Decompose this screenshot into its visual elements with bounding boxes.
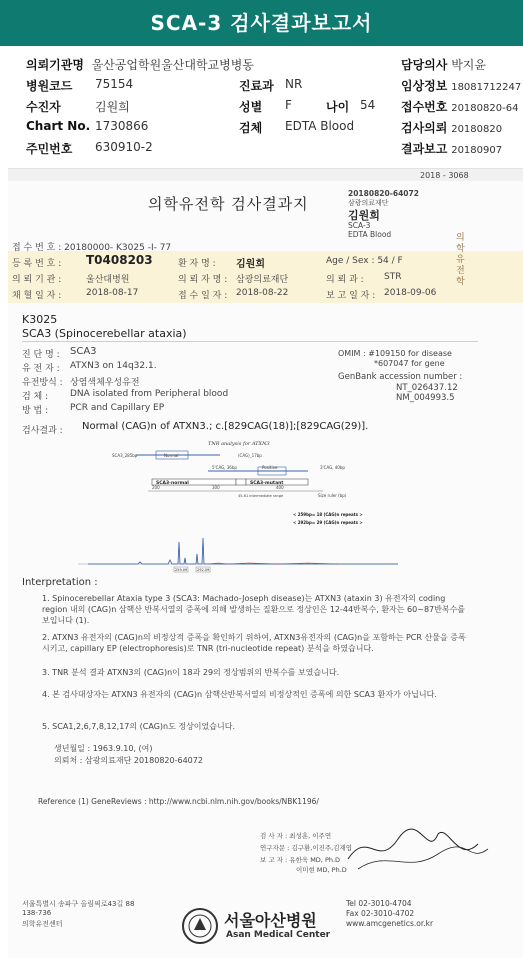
receipt-no: 접 수 번 호 : 20180000- K3025 -I- 77 [12,243,172,253]
dept-value: NR [285,77,303,91]
divider [22,341,478,342]
inherit-value: 상염색체우성유전 [70,378,140,388]
receive-value: 2018-08-22 [236,288,289,298]
test-code: K3025 [22,313,58,326]
inst-row [26,56,254,73]
chart-label: Chart No. [26,119,91,133]
dept-label: 진료과 [239,79,274,93]
interp-2: 2. ATXN3 유전자의 (CAG)n의 비정상적 증폭을 확인하기 위하여, ATXN3유전자의 (CAG)n을 포함하는 PCR 산물을 증폭시키고, capillary EP (electrophoresis)로 TNR (tri-nucleotide repeat) 분석을 하였습니다. [42,633,466,653]
label-cag: (CAG)_17bp [238,453,262,458]
spec-label: 검 체 : [22,392,49,402]
omim-gene: *607047 for gene [374,359,445,368]
diag-value: SCA3 [70,346,97,357]
label-sca3: SCA3_285bp [112,453,138,458]
patient-value: 김원희 [236,259,265,270]
repeat-29: < 292bp= 29 (CAG)n repeats > [293,520,363,525]
electropherogram [78,524,408,584]
report-value: 2018-09-06 [384,288,437,298]
patient-label: 환 자 명 : [178,259,216,269]
sig-advisor: 연구자문 : 김구환,이진주,김재엽 [260,844,353,852]
repeat-18: < 259bp= 18 (CAG)n repeats > [293,512,363,517]
sig-tester: 검 사 자 : 최성훈, 이주연 [260,832,332,840]
peak-2-label: 292.09 [197,568,210,572]
stamp-name: 김원희 [348,209,380,222]
method-label: 방 법 : [22,406,49,416]
receive-label: 접 수 일 자 : [178,291,228,301]
request-row: 검사의뢰 20180820 [401,121,503,135]
inst-value: 울산공업학원울산대학교병병동 [91,58,254,72]
sex-label: 성별 [239,100,263,114]
address-1: 서울특별시 송파구 올림픽로43길 88 [22,900,135,908]
inst2-value: 삼광의료재단 [236,275,289,285]
interp-5: 5. SCA1,2,6,7,8,12,17의 (CAG)n도 정상이었습니다. [42,722,235,731]
hospital-logo [180,906,350,950]
gene-value: ATXN3 on 14q32.1. [70,361,157,371]
interp-3: 3. TNR 분석 결과 ATXN3의 (CAG)n이 18과 29의 정상범위의 반복수를 보였습니다. [42,668,340,677]
inst-value: 울산대병원 [86,275,130,285]
inst-label: 의 뢰 기 관 : [12,275,62,285]
address-3: 의학유전센터 [22,920,63,928]
patient-value: 김원희 [95,100,130,114]
rrn-label: 주민번호 [26,142,73,156]
ward-value: STR [384,272,402,282]
scanned-report [8,168,523,958]
result-label: 검사결과 : [22,426,63,436]
report-title: SCA-3 검사결과보고서 [0,0,523,46]
code-row [26,77,72,94]
sig-reporter: 보 고 자 : 유한욱 MD, Ph.D [260,856,341,864]
inst-label: 의뢰기관명 [26,58,84,72]
requester: 의뢰처 : 삼광의료재단 20180820-64072 [54,756,203,765]
address-2: 138-736 [22,909,52,917]
code-label: 병원코드 [26,79,73,93]
tick-400: 400 [276,485,284,490]
reg-value: T0408203 [86,253,153,267]
stamp-no: 20180820-64072 [348,189,419,198]
inst2-label: 의 뢰 자 명 : [178,275,228,285]
specimen-value: EDTA Blood [285,119,355,133]
age-label: 나이 [326,100,350,114]
hospital-name-kr: 서울아산병원 [224,911,317,930]
age-sex: Age / Sex : 54 / F [326,256,403,266]
code-value: 75154 [95,77,134,91]
year-code: 2018 - 3068 [420,171,469,180]
peak-trace [88,538,398,564]
collect-value: 2018-08-17 [86,288,139,298]
dob: 생년월일 : 1963.9.10, (여) [54,744,153,753]
label-range: 45-61 intermediate range [238,494,284,498]
report-label: 보 고 일 자 : [326,291,376,301]
inherit-label: 유전방식 : [22,378,63,388]
peak-1-label: 259.09 [175,568,188,572]
label-normal: Normal [164,453,179,458]
report-row: 결과보고 20180907 [401,142,503,156]
label-positive: Positive [262,465,278,470]
receipt-row: 접수번호 20180820-64 [401,100,519,114]
accession-2: NM_004993.5 [396,393,455,403]
method-value: PCR and Capillary EP [70,403,165,413]
tel: Tel 02-3010-4704 [346,899,412,908]
age-value: 54 [360,98,376,112]
seg-gap [236,479,246,485]
doctor-row: 담당의사 박지윤 [401,58,486,72]
asan-seal-icon [180,906,220,946]
diagram-title: TNR analysis for ATXN3 [208,441,270,447]
specimen-label: 검체 [239,121,263,135]
sig-reporter-2: 이미현 MD, Ph.D [296,866,347,874]
sex-value: F [285,98,292,112]
diag-label: 진 단 명 : [22,350,60,360]
fax: Fax 02-3010-4702 [346,909,415,918]
reg-label: 등 록 번 호 : [12,259,62,269]
label-3cag: 3'CAG, 40bp [320,465,345,470]
stamp-spec: EDTA Blood [348,230,392,239]
stamp-test: SCA-3 [348,221,371,230]
reference: Reference (1) GeneReviews : http://www.ncbi.nlm.nih.gov/books/NBK1196/ [38,797,319,806]
hospital-name-en: Asan Medical Center [226,930,331,940]
label-seg-mutant: SCA3-mutant [250,481,284,486]
rrn-value: 630910-2 [95,140,153,154]
label-size-ruler: Size ruler (bp) [318,493,347,498]
label-5cag: 5'CAG, 36bp [212,465,237,470]
chart-value: 1730866 [95,119,149,133]
tick-300: 300 [212,485,220,490]
omim-disease: OMIM : #109150 for disease [338,349,452,358]
spec-value: DNA isolated from Peripheral blood [70,389,229,399]
stamp-inst: 삼광의료재단 [348,199,389,207]
tick-200: 200 [152,485,160,490]
patient-label: 수진자 [26,100,61,114]
test-name: SCA3 (Spinocerebellar ataxia) [22,327,187,340]
label-seg-normal: SCA3-normal [156,481,189,486]
ward-label: 의 뢰 과 : [326,275,364,285]
result-value: Normal (CAG)n of ATXN3.; c.[829CAG(18)];[829CAG(29)]. [82,421,369,432]
interp-title: Interpretation : [22,577,98,588]
accession-1: NT_026437.12 [396,383,458,393]
genbank-label: GenBank accession number : [338,372,463,382]
doc-main-title: 의학유전학 검사결과지 [148,195,309,213]
clinical-row: 임상정보 18081712247 [401,79,522,93]
side-label: 의 학 유 전 학 [456,233,465,287]
website: www.amcgenetics.or.kr [346,919,434,928]
interp-4: 4. 본 검사대상자는 ATXN3 유전자의 (CAG)n 삼핵산반복서열의 비정상적인 증폭에 의한 SCA3 환자가 아닙니다. [42,690,437,699]
gene-label: 유 전 자 : [22,364,60,374]
interp-1: 1. Spinocerebellar Ataxia type 3 (SCA3: Machado-Joseph disease)는 ATXN3 (ataxin 3) 유전자의 coding region 내의 (CAG)n 삼핵산 반복서열의 증폭에 의해 발생하는 질환으로 정상인은 12-44반복수, 환자는 60~87반복수를 보입니다 (1). [42,594,466,625]
collect-label: 채 혈 일 자 : [12,291,62,301]
signature [338,819,498,879]
